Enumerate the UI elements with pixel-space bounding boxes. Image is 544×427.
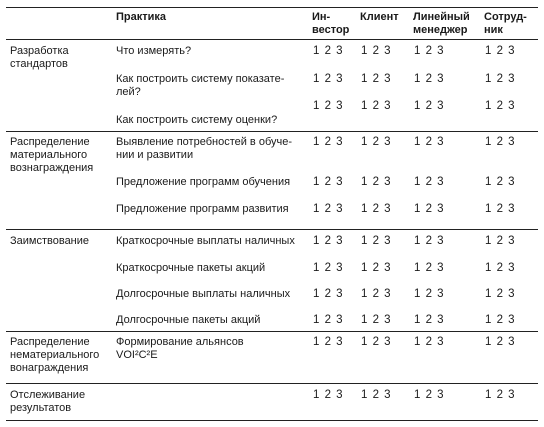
section-name: Заимствование [10,235,90,247]
header-practice: Практика [116,11,167,23]
score-investor: 1 2 3 [313,389,344,401]
score-line-manager: 1 2 3 [414,288,445,300]
practice-text: Как построить систему оценки? [116,114,278,126]
practice-text: Выявление потребностей в обуче- нии и развитии [116,136,293,161]
header-investor: Ин- вестор [312,11,350,36]
score-client: 1 2 3 [361,45,392,57]
header-client: Клиент [360,11,399,23]
score-investor: 1 2 3 [313,288,344,300]
score-investor: 1 2 3 [313,73,344,85]
score-client: 1 2 3 [361,235,392,247]
practice-text: Долгосрочные выплаты наличных [116,288,291,300]
section-rule [6,331,538,332]
practice-text: Формирование альянсов VOI²C²E [116,336,244,361]
score-employee: 1 2 3 [485,288,516,300]
score-client: 1 2 3 [361,288,392,300]
score-investor: 1 2 3 [313,136,344,148]
score-employee: 1 2 3 [485,336,516,348]
practice-text: Краткосрочные выплаты наличных [116,235,295,247]
score-employee: 1 2 3 [485,45,516,57]
score-line-manager: 1 2 3 [414,235,445,247]
practice-text: Предложение программ развития [116,203,289,215]
score-client: 1 2 3 [361,336,392,348]
score-client: 1 2 3 [361,389,392,401]
score-client: 1 2 3 [361,203,392,215]
score-line-manager: 1 2 3 [414,100,445,112]
score-line-manager: 1 2 3 [414,136,445,148]
score-employee: 1 2 3 [485,136,516,148]
score-investor: 1 2 3 [313,336,344,348]
score-employee: 1 2 3 [485,235,516,247]
section-rule [6,131,538,132]
score-client: 1 2 3 [361,314,392,326]
practice-text: Как построить систему показате- лей? [116,73,285,98]
section-name: Отслеживание результатов [10,389,86,414]
section-rule [6,383,538,384]
score-employee: 1 2 3 [485,100,516,112]
score-client: 1 2 3 [361,262,392,274]
section-name: Разработка стандартов [10,45,69,70]
score-client: 1 2 3 [361,73,392,85]
score-line-manager: 1 2 3 [414,314,445,326]
header-line-manager: Линейный менеджер [413,11,470,36]
section-name: Распределение материального вознаграждения [10,136,94,174]
score-employee: 1 2 3 [485,203,516,215]
score-investor: 1 2 3 [313,314,344,326]
top-rule [6,7,538,8]
score-line-manager: 1 2 3 [414,45,445,57]
score-line-manager: 1 2 3 [414,262,445,274]
header-rule [6,39,538,40]
score-line-manager: 1 2 3 [414,336,445,348]
practice-text: Краткосрочные пакеты акций [116,262,266,274]
practice-text: Долгосрочные пакеты акций [116,314,261,326]
practice-text: Предложение программ обучения [116,176,291,188]
score-line-manager: 1 2 3 [414,73,445,85]
score-employee: 1 2 3 [485,262,516,274]
score-investor: 1 2 3 [313,100,344,112]
score-employee: 1 2 3 [485,73,516,85]
score-line-manager: 1 2 3 [414,176,445,188]
score-employee: 1 2 3 [485,389,516,401]
practice-text: Что измерять? [116,45,192,57]
score-investor: 1 2 3 [313,262,344,274]
score-investor: 1 2 3 [313,45,344,57]
score-investor: 1 2 3 [313,176,344,188]
score-client: 1 2 3 [361,100,392,112]
header-employee: Сотруд- ник [484,11,527,36]
section-rule [6,229,538,230]
score-line-manager: 1 2 3 [414,389,445,401]
score-investor: 1 2 3 [313,235,344,247]
score-investor: 1 2 3 [313,203,344,215]
score-line-manager: 1 2 3 [414,203,445,215]
score-client: 1 2 3 [361,176,392,188]
section-name: Распределение нематериального вонаграждения [10,336,100,374]
score-client: 1 2 3 [361,136,392,148]
score-employee: 1 2 3 [485,314,516,326]
bottom-rule [6,420,538,421]
score-employee: 1 2 3 [485,176,516,188]
